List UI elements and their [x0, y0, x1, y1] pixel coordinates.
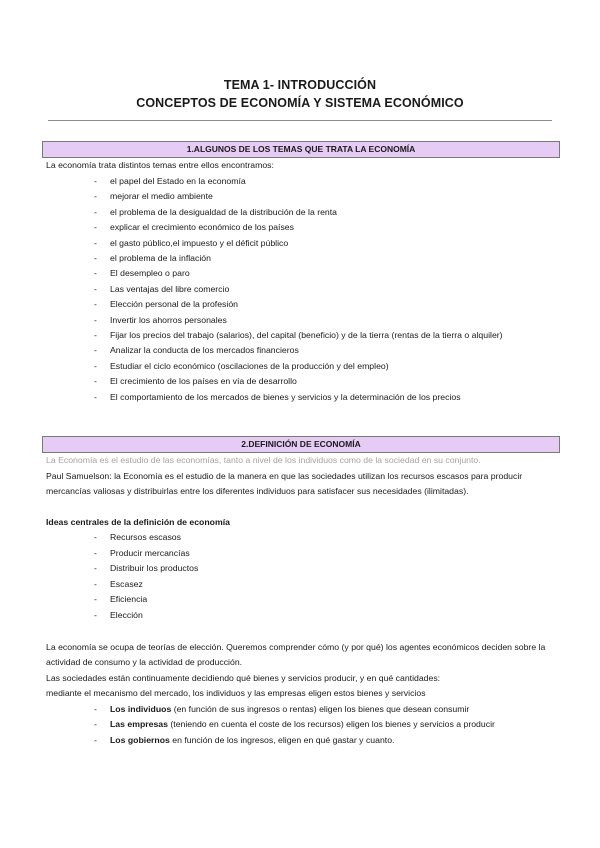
samuelson-definition: Paul Samuelson: la Economía es el estudio de la manera en que las sociedades utilizan los recursos escasos para producir mercancías valiosas y distribuirlas entre los diferentes individuos para satisfacer sus necesidades (ilimitadas). [46, 471, 523, 497]
list-item: - Eficiencia [94, 592, 198, 608]
list-item: - el problema de la inflación [94, 251, 559, 266]
agent-text: (teniendo en cuenta el coste de los recursos) eligen los bienes y servicios a producir [167, 719, 495, 730]
list-item: - El crecimiento de los países en vía de desarrollo [94, 374, 559, 389]
list-item: - El comportamiento de los mercados de bienes y servicios y la determinación de los precios [94, 390, 559, 405]
list-item: - El desempleo o paro [94, 266, 559, 281]
definition-gray: La Economía es el estudio de las economías, tanto a nivel de los individuos como de la sociedad en su conjunto. [46, 455, 481, 465]
agent-text: en función de los ingresos, eligen en qué gastar y cuanto. [169, 734, 395, 745]
section1-intro: La economía trata distintos temas entre ellos encontramos: [46, 160, 274, 170]
choice-paragraph: La economía se ocupa de teorías de elección. Queremos comprender cómo (y por qué) los agentes económicos deciden sobre la actividad de consumo y la actividad de producción. [46, 642, 546, 668]
societies-paragraph: Las sociedades están continuamente decidiendo qué bienes y servicios producir, y en qué cantidades: [46, 673, 441, 683]
list-item: - el problema de la desigualdad de la distribución de la renta [94, 205, 559, 220]
agent-label: Los gobiernos [110, 734, 170, 745]
agent-label: Los individuos [110, 704, 172, 714]
list-item: - Escasez [94, 577, 198, 593]
section-heading-1: 1.ALGUNOS DE LOS TEMAS QUE TRATA LA ECONOMÍA [42, 141, 560, 158]
list-item: - Invertir los ahorros personales [94, 313, 559, 328]
title-divider [48, 120, 552, 121]
list-item: - Fijar los precios del trabajo (salarios), del capital (beneficio) y de la tierra (rentas de la tierra o alquiler) [94, 328, 559, 343]
list-item [94, 717, 534, 732]
topics-list [94, 174, 559, 405]
list-item: - Las ventajas del libre comercio [94, 282, 559, 297]
ideas-heading: Ideas centrales de la definición de economía [46, 517, 230, 527]
list-item: - el papel del Estado en la economía [94, 174, 559, 189]
list-item: - mejorar el medio ambiente [94, 189, 559, 204]
list-item: - Recursos escasos [94, 530, 198, 546]
document-subtitle: CONCEPTOS DE ECONOMÍA Y SISTEMA ECONÓMICO [136, 96, 464, 110]
agents-list [94, 702, 534, 748]
document-title: TEMA 1- INTRODUCCIÓN [223, 78, 377, 92]
list-item [94, 733, 534, 748]
list-item: - Elección [94, 608, 198, 624]
section-heading-2: 2.DEFINICIÓN DE ECONOMÍA [42, 436, 560, 453]
list-item: - Analizar la conducta de los mercados financieros [94, 343, 559, 358]
agent-text: (en función de sus ingresos o rentas) eligen los bienes que desean consumir [171, 704, 470, 714]
list-item: - Distribuir los productos [94, 561, 198, 577]
list-item [94, 702, 534, 717]
ideas-list [94, 530, 198, 624]
list-item: - Estudiar el ciclo económico (oscilaciones de la producción y del empleo) [94, 359, 559, 374]
list-item: - explicar el crecimiento económico de los países [94, 220, 559, 235]
list-item: - el gasto público,el impuesto y el déficit público [94, 236, 559, 251]
list-item: - Elección personal de la profesión [94, 297, 559, 312]
market-paragraph: mediante el mecanismo del mercado, los individuos y las empresas eligen estos bienes y servicios [46, 688, 426, 698]
agent-label: Las empresas [110, 719, 168, 730]
list-item: - Producir mercancías [94, 546, 198, 562]
